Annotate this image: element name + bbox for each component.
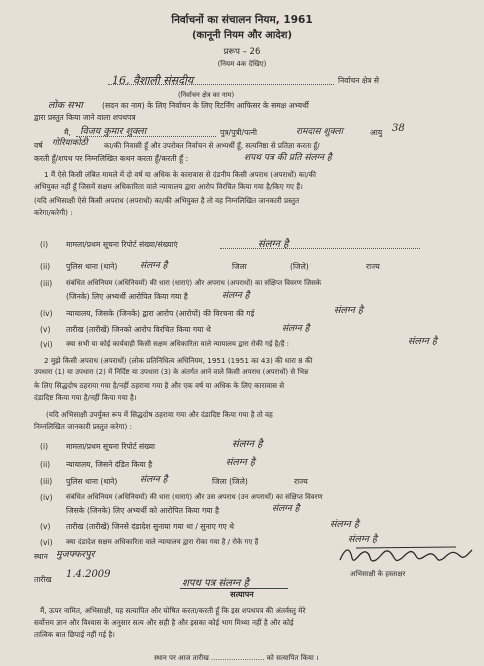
name-prefix: मैं, bbox=[64, 128, 71, 137]
para1-line1: 1 मैं ऐसे किसी लंबित मामले में दो वर्ष या अधिक के कारावास से दंडनीय किसी अपराध (अपराधों) का/की bbox=[44, 170, 316, 179]
father-name-handwritten: रामदास शुक्ला bbox=[296, 127, 343, 137]
s1-item3-text: संबंधित अधिनियम (अधिनियमों) की धारा (धाराएं) और अपराध (अपराधों) का संक्षिप्त विवरण जिसके bbox=[66, 279, 322, 287]
s2-item3-district: जिला (जिले) bbox=[212, 477, 248, 486]
s2-item3-state: राज्य bbox=[294, 477, 308, 486]
s1-item1-text: मामला/प्रथम सूचना रिपोर्ट संख्या/संख्याएं bbox=[66, 240, 178, 249]
s2-item6-text: क्या दंडादेश सक्षम अधिकारिता वाले न्यायालय द्वारा रोका गया है / रोके गए हैं bbox=[66, 538, 259, 546]
s1-item3-num: (iii) bbox=[40, 279, 53, 288]
s2-item1-text: मामला/प्रथम सूचना रिपोर्ट संख्या bbox=[66, 442, 155, 451]
s1-item2-text: पुलिस थाना (थाने) bbox=[66, 262, 118, 271]
place-label: स्थान bbox=[34, 552, 48, 561]
s1-item4-handwritten: संलग्न है bbox=[334, 305, 363, 316]
constituency-suffix: निर्वाचन क्षेत्र से bbox=[338, 76, 380, 85]
s1-item5-text: तारीख (तारीखें) जिनको आरोप विरचित किया गया थे bbox=[66, 325, 211, 334]
s1-item2-state: राज्य bbox=[366, 262, 380, 271]
year-label: वर्ष bbox=[34, 141, 43, 150]
form-number: प्ररूप – 26 bbox=[223, 47, 261, 57]
oath-attached-handwritten: शपथ पत्र की प्रति संलग्न है bbox=[244, 153, 332, 163]
residence-text: का/की निवासी हूँ और उपरोक्त निर्वाचन से अभ्यर्थी हूँ, सत्यनिष्ठा से प्रतिज्ञा करता हूँ/ bbox=[104, 141, 320, 150]
para2-line2: उपधारा (1) या उपधारा (2) में निर्दिष्ट या उपधारा (3) के अंतर्गत आने वाले किसी अपराध (अपराधों) से भिन्न bbox=[34, 368, 309, 376]
para2-line6: निम्नलिखित जानकारी प्रस्तुत करेगा) : bbox=[34, 422, 133, 431]
attached-note-underline bbox=[180, 588, 288, 589]
s2-item4-num: (iv) bbox=[40, 493, 53, 502]
s1-item1-handwritten: संलग्न है bbox=[258, 239, 289, 250]
s1-item2-handwritten: संलग्न है bbox=[140, 261, 168, 271]
relation-text: पुत्र/पुत्री/पत्नी bbox=[220, 128, 257, 137]
s1-item2-num: (ii) bbox=[40, 262, 51, 271]
constituency-handwritten: 16, वैशाली संसदीय bbox=[112, 74, 194, 87]
s2-item5-num: (v) bbox=[40, 522, 51, 531]
rule-reference: (नियम 4क देखिए) bbox=[217, 60, 267, 68]
s2-item1-handwritten: संलग्न है bbox=[232, 439, 263, 450]
s1-item6-handwritten: संलग्न है bbox=[408, 336, 437, 347]
para1-line4: करेगा/करेगी) : bbox=[34, 208, 73, 217]
para2-line5: (यदि अभिसाक्षी उपर्युक्त रूप में सिद्धदोष ठहराया गया और दंडादिष्ट किया गया है तो वह bbox=[46, 410, 273, 419]
s1-item2-district2: (जिले) bbox=[290, 262, 309, 271]
s1-item2-district: जिला bbox=[232, 262, 247, 271]
s1-item4-text: न्यायालय, जिसके (जिनके) द्वारा आरोप (आरोपों) की विरचना की गई bbox=[66, 309, 255, 318]
s1-item5-num: (v) bbox=[40, 325, 51, 334]
s2-item3-handwritten: संलग्न है bbox=[140, 475, 168, 485]
para1-line3: (यदि अभिसाक्षी ऐसे किसी अपराध (अपराधों) का/की अभियुक्त है तो वह निम्नलिखित जानकारी प्रस्तुत bbox=[34, 196, 300, 205]
s1-item3-handwritten: संलग्न है bbox=[222, 291, 250, 301]
date-label: तारीख bbox=[34, 575, 52, 584]
para2-line3: के लिए सिद्धदोष ठहराया गया है/नहीं ठहराया गया है और एक वर्ष या अधिक के लिए कारावास से bbox=[34, 381, 285, 390]
verification-title: सत्यापन bbox=[230, 590, 254, 599]
s2-item5-handwritten: संलग्न है bbox=[330, 519, 359, 530]
constituency-underline bbox=[108, 84, 334, 85]
verification-line3: तात्विक बात छिपाई नहीं गई है। bbox=[34, 630, 115, 639]
s2-item5-text: तारीख (तारीखें) जिनसे दंडादेश सुनाया गया था / सुनाए गए थे bbox=[66, 522, 234, 531]
date-handwritten: 1.4.2009 bbox=[66, 569, 111, 580]
age-handwritten: 38 bbox=[392, 123, 405, 134]
intro-line: द्वारा प्रस्तुत किया जाने वाला शपथपत्र bbox=[34, 113, 136, 122]
s2-item6-handwritten: संलग्न है bbox=[348, 534, 377, 545]
s1-item5-handwritten: संलग्न है bbox=[282, 324, 310, 334]
s2-item4-text: संबंधित अधिनियम (अधिनियमों) की धारा (धाराएं) और उस अपराध (उन अपराधों) का संक्षिप्त विवरण bbox=[66, 493, 323, 501]
s1-item6-text: क्या सभी या कोई कार्यवाही किसी सक्षम अधिकारिता वाले न्यायालय द्वारा रोकी गई है/हैं : bbox=[66, 340, 289, 348]
para2-line1: 2 मुझे किसी अपराध (अपराधों) (लोक प्रतिनिधित्व अधिनियम, 1951 (1951 का 43) की धारा 8 की bbox=[44, 356, 313, 365]
house-handwritten: लोक सभा bbox=[48, 100, 83, 111]
house-text: (सदन का नाम) के लिए निर्वाचन के लिए रिटर्निंग आफिसर के समक्ष अभ्यर्थी bbox=[102, 101, 309, 110]
oath-text: करती हूँ/शपथ पर निम्नलिखित कथन करता हूँ/करती हूँ : bbox=[34, 154, 189, 163]
candidate-name-handwritten: विजय कुमार शुक्ला bbox=[80, 126, 147, 137]
name-underline bbox=[76, 136, 216, 137]
deponent-label: अभिसाक्षी के हस्ताक्षर bbox=[350, 570, 406, 578]
s1-item1-num: (i) bbox=[40, 240, 49, 249]
verified-at-line: स्थान पर आज तारीख ........................ को सत्यापित किया । bbox=[154, 654, 319, 662]
s1-item3-cont: (जिनके) लिए अभ्यर्थी आरोपित किया गया है bbox=[66, 292, 188, 301]
s2-item3-num: (iii) bbox=[40, 477, 53, 486]
s2-item2-handwritten: संलग्न है bbox=[226, 457, 255, 468]
form-title: निर्वाचनों का संचालन नियम, 1961 bbox=[171, 14, 313, 26]
s2-item4-cont: जिसके (जिनके) लिए अभ्यर्थी को आरोपित किया गया है bbox=[66, 506, 220, 515]
place-handwritten: मुजफ्फरपुर bbox=[56, 549, 95, 560]
constituency-caption: (निर्वाचन क्षेत्र का नाम) bbox=[178, 91, 235, 99]
s2-item2-num: (ii) bbox=[40, 460, 51, 469]
s1-item6-num: (vi) bbox=[40, 340, 53, 349]
s2-item2-text: न्यायालय, जिसने दंडित किया है bbox=[66, 460, 153, 469]
s2-item3-text: पुलिस थाना (थाने) bbox=[66, 477, 118, 486]
address-handwritten: गोरियाकोठी bbox=[52, 138, 88, 148]
attached-note-handwritten: शपथ पत्र संलग्न है bbox=[182, 578, 249, 589]
s2-item1-num: (i) bbox=[40, 442, 49, 451]
form-subtitle: (कानूनी नियम और आदेश) bbox=[191, 30, 293, 41]
verification-line2: सर्वोत्तम ज्ञान और विश्वास के अनुसार सत्य और सही है और इसका कोई भाग मिथ्या नहीं है और कोई bbox=[34, 618, 294, 627]
deponent-signature bbox=[336, 542, 476, 570]
s2-item4-handwritten: संलग्न है bbox=[272, 504, 300, 514]
s1-item4-num: (iv) bbox=[40, 309, 53, 318]
s1-item1-underline bbox=[220, 248, 420, 249]
para1-line2: अभियुक्त नहीं हूँ जिसमें सक्षम अधिकारिता वाले न्यायालय द्वारा आरोप विरचित किया गया है/किए गए हैं। bbox=[34, 182, 303, 191]
para2-line4: दंडादिष्ट किया गया है/नहीं किया गया है। bbox=[34, 393, 137, 402]
s2-item6-num: (vi) bbox=[40, 538, 53, 547]
verification-line1: मैं, ऊपर नामित, अभिसाक्षी, यह सत्यापित और घोषित करता/करती हूँ कि इस शपथपत्र की अंतर्वस्तु मेरे bbox=[40, 606, 306, 615]
age-label: आयु bbox=[370, 128, 383, 137]
